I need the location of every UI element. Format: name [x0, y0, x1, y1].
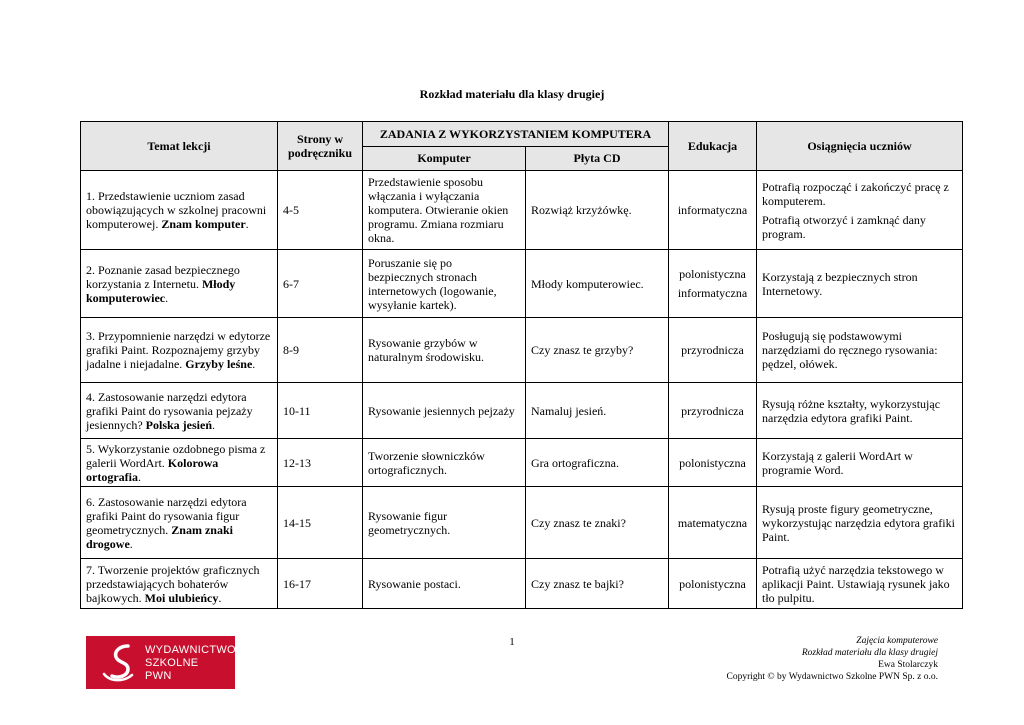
temat-title: Młody komputerowiec [86, 276, 236, 305]
cell-osiagniecia [757, 487, 963, 559]
cell-komputer [363, 559, 526, 609]
temat-text: 7. Tworzenie projektów graficznych przedstawiających bohaterów bajkowych. [86, 562, 260, 605]
cell-temat [81, 383, 278, 439]
komputer-text: Rysowanie figur geometrycznych. [368, 508, 451, 537]
plyta-text: Gra ortograficzna. [531, 455, 619, 470]
temat-title: Moi ulubieńcy [144, 590, 219, 605]
cell-plyta [526, 318, 669, 383]
cell-temat [81, 318, 278, 383]
strony-text: 4-5 [283, 203, 299, 217]
osiagniecia-item: Korzystają z bezpiecznych stron Internetowy. [762, 269, 918, 298]
osiagniecia-item: Korzystają z galerii WordArt w programie Word. [762, 448, 913, 477]
osiagniecia-item: Posługują się podstawowymi narzędziami do ręcznego rysowania: pędzel, ołówek. [762, 329, 938, 371]
strony-text: 6-7 [283, 276, 299, 291]
cell-komputer [363, 171, 526, 250]
temat-end: . [252, 357, 256, 371]
temat-title: Znam znaki drogowe [86, 522, 233, 551]
edukacja-item: przyrodnicza [681, 343, 744, 357]
temat-text: 3. Przypomnienie narzędzi w edytorze grafiki Paint. Rozpoznajemy grzyby jadalne i niejadalne. [86, 329, 271, 371]
header-temat: Temat lekcji [81, 122, 278, 171]
strony-text: 10-11 [283, 403, 311, 418]
header-edukacja: Edukacja [669, 122, 757, 171]
footer-info [727, 635, 939, 683]
edukacja-item: polonistyczna [679, 455, 746, 470]
cell-edukacja [669, 250, 757, 318]
osiagniecia-item: Rysują różne kształty, wykorzystując narzędzia edytora grafiki Paint. [762, 396, 941, 425]
plyta-text: Rozwiąż krzyżówkę. [531, 203, 632, 217]
komputer-text: Tworzenie słowniczków ortograficznych. [368, 448, 485, 477]
cell-osiagniecia [757, 250, 963, 318]
temat-end: . [129, 536, 133, 551]
footer-course: Zajęcia komputerowe [856, 636, 938, 646]
cell-osiagniecia [757, 559, 963, 609]
temat-text: 6. Zastosowanie narzędzi edytora grafiki Paint do rysowania figur geometrycznych. [86, 494, 247, 537]
cell-strony [278, 250, 363, 318]
logo-line-3: PWN [145, 670, 172, 682]
temat-title: Kolorowa ortografia [86, 455, 219, 484]
plyta-text: Czy znasz te bajki? [531, 576, 624, 591]
temat-end: . [137, 469, 141, 484]
plyta-text: Namaluj jesień. [531, 403, 607, 418]
komputer-text: Rysowanie jesiennych pejzaży [368, 403, 515, 418]
page-number: 1 [509, 636, 515, 648]
cell-osiagniecia [757, 171, 963, 250]
cell-plyta [526, 383, 669, 439]
cell-strony [278, 439, 363, 487]
temat-end: . [245, 217, 249, 231]
cell-strony [278, 487, 363, 559]
cell-komputer [363, 439, 526, 487]
edukacja-item: polonistyczna [679, 576, 746, 591]
table-row [81, 439, 963, 487]
cell-temat [81, 487, 278, 559]
table-row [81, 171, 963, 250]
cell-plyta [526, 487, 669, 559]
temat-text: 2. Poznanie zasad bezpiecznego korzystania z Internetu. [86, 262, 240, 291]
footer-doc-title: Rozkład materiału dla klasy drugiej [801, 648, 938, 658]
cell-komputer [363, 383, 526, 439]
cell-edukacja [669, 439, 757, 487]
temat-title: Znam komputer [161, 217, 246, 231]
cell-temat [81, 171, 278, 250]
cell-edukacja [669, 487, 757, 559]
cell-temat [81, 439, 278, 487]
cell-temat [81, 250, 278, 318]
temat-end: . [165, 290, 169, 305]
cell-komputer [363, 250, 526, 318]
cell-plyta [526, 559, 669, 609]
cell-edukacja [669, 171, 757, 250]
cell-edukacja [669, 559, 757, 609]
osiagniecia-item: Potrafią otworzyć i zamknąć dany program. [762, 212, 926, 241]
cell-komputer [363, 487, 526, 559]
komputer-text: Przedstawienie sposobu włączania i wyłączania komputera. Otwieranie okien programu. Zmiana rozmiaru okna. [368, 175, 509, 245]
footer-copyright: Copyright © by Wydawnictwo Szkolne PWN Sp. z o.o. [726, 672, 938, 682]
temat-title: Grzyby leśne [185, 357, 253, 371]
strony-text: 8-9 [283, 343, 299, 357]
plyta-text: Czy znasz te znaki? [531, 515, 626, 530]
cell-osiagniecia [757, 439, 963, 487]
table-row [81, 250, 963, 318]
edukacja-item: informatyczna [677, 286, 748, 300]
document-title: Rozkład materiału dla klasy drugiej [419, 87, 605, 101]
osiagniecia-item: Potrafią użyć narzędzia tekstowego w aplikacji Paint. Ustawiają rysunek jako tło pulpitu. [762, 562, 950, 605]
cell-komputer [363, 318, 526, 383]
strony-text: 12-13 [283, 455, 311, 470]
cell-edukacja [669, 383, 757, 439]
schedule-table [80, 121, 963, 609]
edukacja-item: matematyczna [677, 515, 748, 530]
osiagniecia-item: Rysują proste figury geometryczne, wykorzystując narzędzia edytora grafiki Paint. [762, 501, 955, 544]
osiagniecia-item: Potrafią rozpocząć i zakończyć pracę z komputerem. [762, 179, 949, 208]
logo-line-1: WYDAWNICTWO [145, 644, 236, 656]
komputer-text: Rysowanie postaci. [368, 576, 461, 591]
cell-strony [278, 171, 363, 250]
cell-osiagniecia [757, 383, 963, 439]
plyta-text: Czy znasz te grzyby? [531, 343, 634, 357]
table-row [81, 383, 963, 439]
cell-edukacja [669, 318, 757, 383]
table-row [81, 318, 963, 383]
strony-text: 14-15 [283, 515, 311, 530]
strony-text: 16-17 [283, 576, 311, 591]
table-row [81, 559, 963, 609]
temat-text: 5. Wykorzystanie ozdobnego pisma z galerii WordArt. [86, 441, 266, 470]
header-strony: Strony w podręczniku [278, 122, 363, 171]
footer-author: Ewa Stolarczyk [878, 660, 938, 670]
header-zadania: ZADANIA Z WYKORZYSTANIEM KOMPUTERA [363, 122, 669, 147]
plyta-text: Młody komputerowiec. [531, 276, 644, 291]
temat-text: 4. Zastosowanie narzędzi edytora grafiki Paint do rysowania pejzaży jesiennych? [86, 389, 253, 432]
cell-plyta [526, 439, 669, 487]
swan-logo-icon [98, 642, 140, 684]
temat-title: Polska jesień [145, 417, 212, 432]
header-plyta: Płyta CD [526, 146, 669, 171]
table-row [81, 487, 963, 559]
temat-end: . [212, 417, 215, 432]
cell-strony [278, 559, 363, 609]
cell-osiagniecia [757, 318, 963, 383]
logo-line-2: SZKOLNE [145, 657, 199, 669]
cell-strony [278, 318, 363, 383]
komputer-text: Poruszanie się po bezpiecznych stronach internetowych (logowanie, wysyłanie kartek). [368, 255, 497, 312]
edukacja-item: przyrodnicza [681, 403, 744, 418]
header-osiagniecia: Osiągnięcia uczniów [757, 122, 963, 171]
komputer-text: Rysowanie grzybów w naturalnym środowisku. [368, 336, 484, 364]
cell-plyta [526, 171, 669, 250]
edukacja-item: polonistyczna [679, 267, 746, 281]
temat-end: . [218, 590, 222, 605]
cell-temat [81, 559, 278, 609]
cell-strony [278, 383, 363, 439]
temat-text: 1. Przedstawienie uczniom zasad obowiązujących w szkolnej pracowni komputerowej. [86, 189, 267, 231]
cell-plyta [526, 250, 669, 318]
header-komputer: Komputer [363, 146, 526, 171]
edukacja-item: informatyczna [677, 203, 748, 217]
